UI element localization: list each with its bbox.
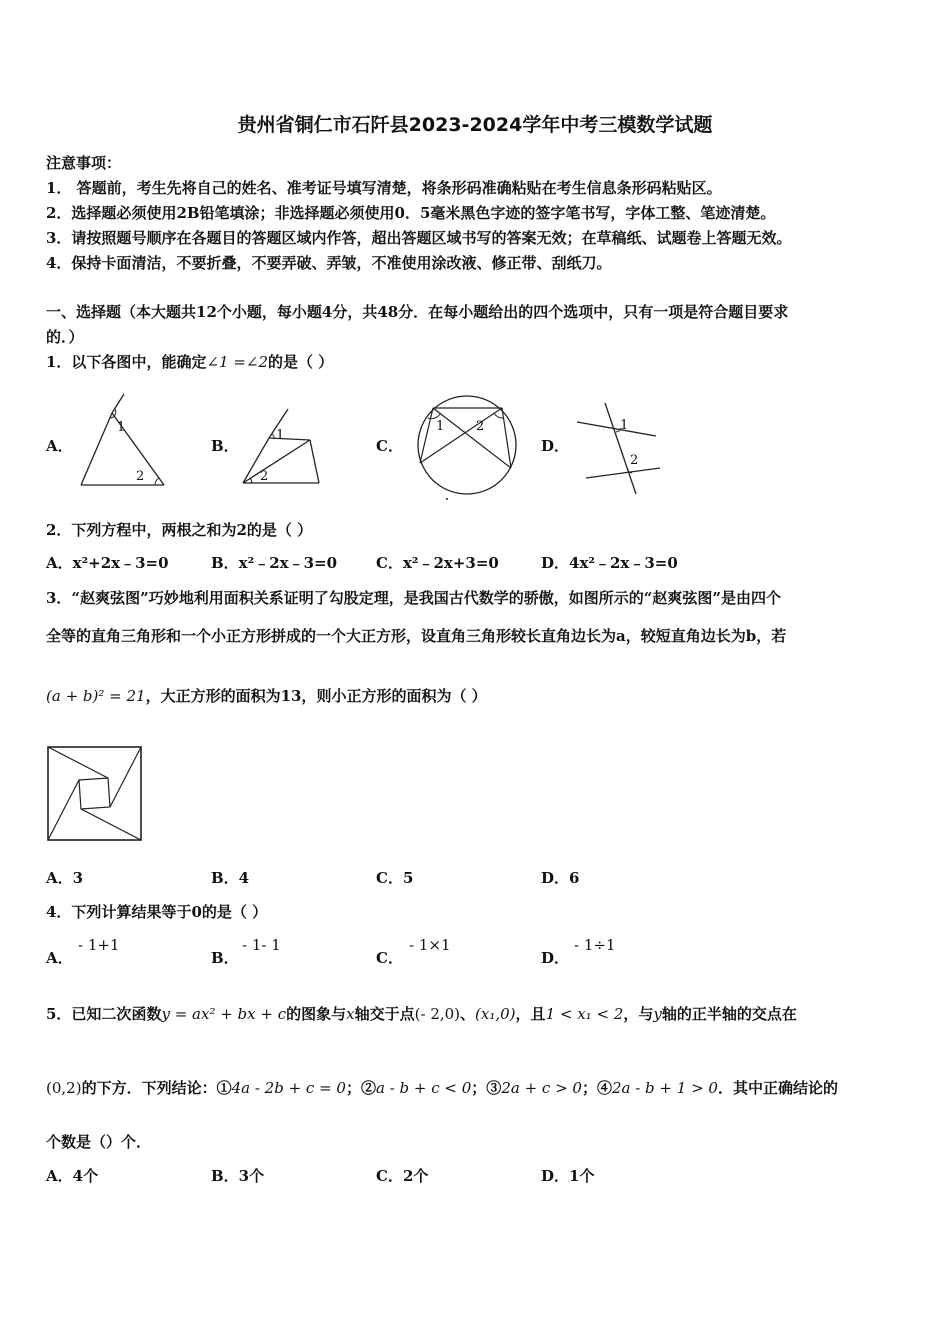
q3-zhao-shuang-figure: [46, 745, 144, 843]
q4-option-b-label: B．: [211, 949, 239, 967]
q1-option-a-label: A．: [46, 437, 73, 455]
q5-option-b: B．3个: [211, 1167, 265, 1185]
angle-label: 2: [136, 469, 145, 484]
question-2-stem: 2．下列方程中，两根之和为2的是（ ）: [46, 521, 313, 539]
notice-item: 4．保持卡面清洁，不要折叠，不要弄破、弄皱，不准使用涂改液、修正带、刮纸刀。: [46, 254, 612, 272]
question-5-line1: 5．已知二次函数y = ax² + bx + c的图象与x轴交于点(- 2,0)、(x₁,0)，且1 < x₁ < 2，与y轴的正半轴的交点在: [46, 1005, 797, 1023]
q4-option-c-label: C．: [376, 949, 403, 967]
angle-label: 1: [620, 418, 629, 433]
q2-option-d: D．4x²﹣2x﹣3=0: [541, 554, 678, 572]
q2-option-c: C．x²﹣2x+3=0: [376, 554, 499, 572]
q1-option-b-label: B．: [211, 437, 239, 455]
q4-option-d-label: D．: [541, 949, 570, 967]
q1-figure-c: [410, 388, 525, 503]
notice-item: 1． 答题前，考生先将自己的姓名、准考证号填写清楚，将条形码准确粘贴在考生信息条形码粘贴区。: [46, 179, 722, 197]
question-3-line3: (a + b)² = 21，大正方形的面积为13，则小正方形的面积为（ ）: [46, 687, 487, 705]
q3-option-c: C．5: [376, 869, 414, 887]
q1-figure-b: [238, 403, 334, 493]
angle-label: 2: [260, 469, 269, 484]
notice-heading: 注意事项：: [46, 154, 122, 172]
q4-option-a-expr: - 1+1: [78, 936, 120, 954]
q1-option-d-label: D．: [541, 437, 570, 455]
q2-option-b: B．x²﹣2x﹣3=0: [211, 554, 338, 572]
question-5-line2: (0,2)的下方．下列结论：①4a - 2b + c = 0；②a - b + c < 0；③2a + c > 0；④2a - b + 1 > 0．其中正确结论的: [46, 1079, 838, 1097]
section-heading: 一、选择题（本大题共12个小题，每小题4分，共48分．在每小题给出的四个选项中，只有一项是符合题目要求: [46, 303, 789, 321]
question-4-stem: 4．下列计算结果等于0的是（ ）: [46, 903, 268, 921]
angle-label: 2: [476, 419, 485, 434]
question-1-stem: 1．以下各图中，能确定∠1 =∠2的是（ ）: [46, 353, 334, 371]
notice-item: 3．请按照题号顺序在各题目的答题区域内作答，超出答题区域书写的答案无效；在草稿纸、试题卷上答题无效。: [46, 229, 792, 247]
question-5-line3: 个数是（）个．: [46, 1133, 152, 1151]
q3-option-a: A．3: [46, 869, 84, 887]
notice-item: 2．选择题必须使用2B铅笔填涂；非选择题必须使用0．5毫米黑色字迹的签字笔书写，字体工整、笔迹清楚。: [46, 204, 776, 222]
q2-option-a: A．x²+2x﹣3=0: [46, 554, 169, 572]
q5-option-d: D．1个: [541, 1167, 595, 1185]
angle-label: 2: [630, 453, 639, 468]
q4-option-d-expr: - 1÷1: [574, 936, 616, 954]
q1-option-c-label: C．: [376, 437, 403, 455]
q3-option-d: D．6: [541, 869, 580, 887]
question-3-line1: 3．“赵爽弦图”巧妙地利用面积关系证明了勾股定理，是我国古代数学的骄傲，如图所示的“赵爽弦图”是由四个: [46, 589, 781, 607]
section-heading-cont: 的．）: [46, 328, 84, 346]
q4-option-b-expr: - 1- 1: [242, 936, 281, 954]
q4-option-c-expr: - 1×1: [409, 936, 451, 954]
question-3-line2: 全等的直角三角形和一个小正方形拼成的一个大正方形，设直角三角形较长直角边长为a，较短直角边长为b，若: [46, 627, 787, 645]
q5-option-c: C．2个: [376, 1167, 429, 1185]
angle-label: 1: [276, 428, 285, 443]
q1-figure-a: [74, 388, 174, 493]
q3-option-b: B．4: [211, 869, 250, 887]
q5-option-a: A．4个: [46, 1167, 99, 1185]
page-title: 贵州省铜仁市石阡县2023-2024学年中考三模数学试题: [237, 114, 713, 136]
angle-label: 1: [117, 420, 126, 435]
q4-option-a-label: A．: [46, 949, 73, 967]
q1-figure-d: [572, 398, 667, 498]
angle-label: 1: [436, 419, 445, 434]
